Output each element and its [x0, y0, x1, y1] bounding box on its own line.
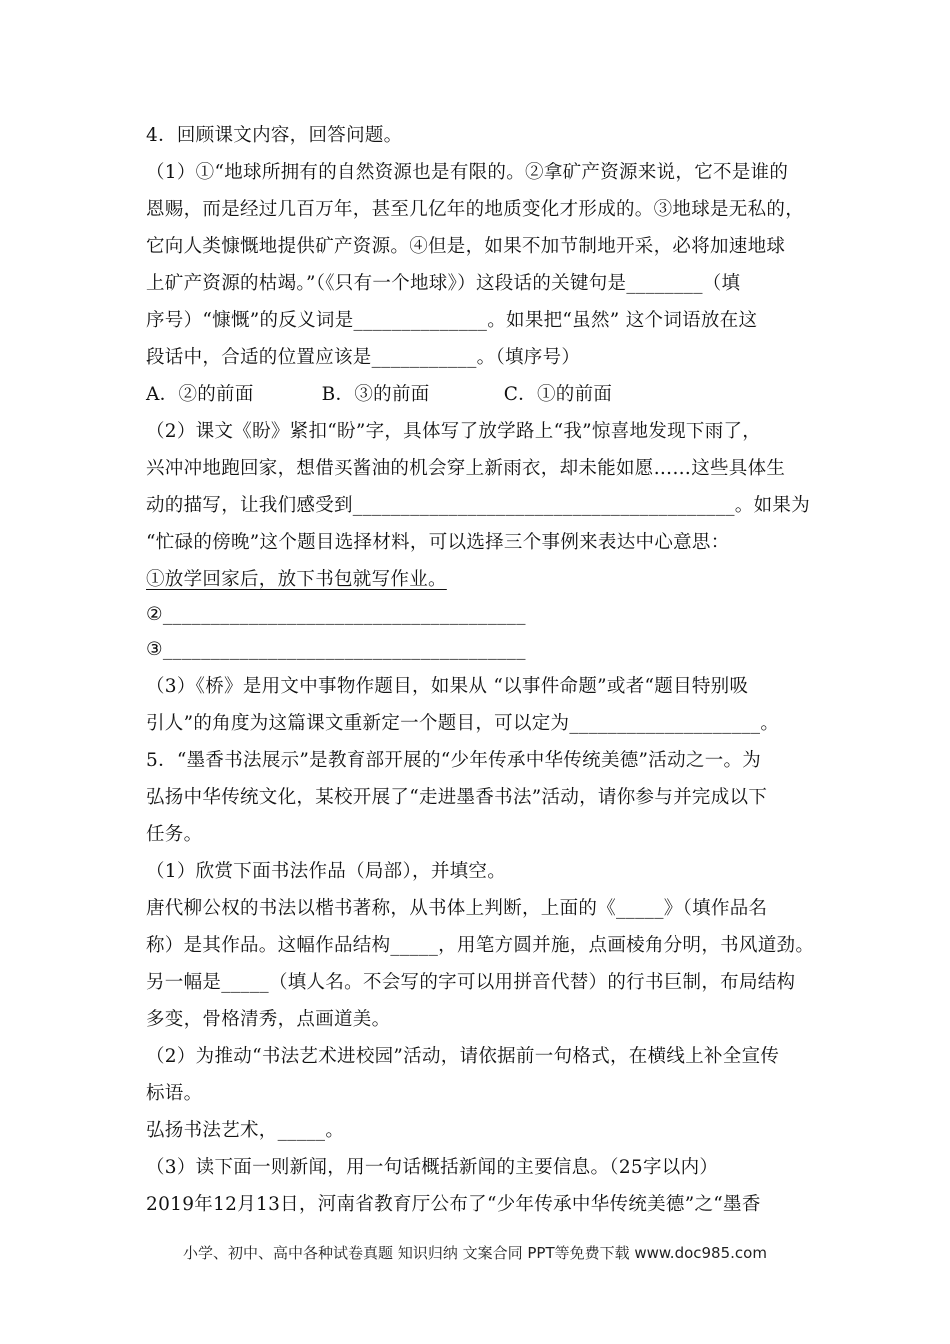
text-line: 弘扬中华传统文化，某校开展了“走进墨香书法”活动，请你参与并完成以下	[146, 787, 768, 808]
text-line: （2）课文《盼》紧扣“盼”字，具体写了放学路上“我”惊喜地发现下雨了，	[146, 421, 762, 442]
text-line: 2019年12月13日，河南省教育厅公布了“少年传承中华传统美德”之“墨香	[146, 1194, 761, 1215]
text-line: （1）欣赏下面书法作品（局部），并填空。	[146, 861, 507, 882]
text-line: 兴冲冲地跑回家，想借买酱油的机会穿上新雨衣，却未能如愿……这些具体生	[146, 458, 786, 479]
text-line: （1）①“地球所拥有的自然资源也是有限的。②拿矿产资源来说，它不是谁的	[146, 162, 789, 183]
text-line: （2）为推动“书法艺术进校园”活动，请依据前一句格式，在横线上补全宣传	[146, 1046, 780, 1067]
text-line: 引人”的角度为这篇课文重新定一个题目，可以定为____________________。	[146, 713, 780, 734]
text-line: 任务。	[146, 824, 203, 845]
text-line: 弘扬书法艺术，_____。	[146, 1120, 345, 1141]
text-line: 称）是其作品。这幅作品结构_____，用笔方圆并施，点画棱角分明，书风道劲。	[146, 935, 815, 956]
text-line: （3）读下面一则新闻，用一句话概括新闻的主要信息。（25字以内）	[146, 1157, 719, 1178]
text-line: 恩赐，而是经过几百万年，甚至几亿年的地质变化才形成的。③地球是无私的，	[146, 199, 805, 220]
text-line: 段话中，合适的位置应该是___________。（填序号）	[146, 347, 581, 368]
text-line: 上矿产资源的枯竭。”（《只有一个地球》）这段话的关键句是________（填	[146, 273, 741, 294]
text-line: 多变，骨格清秀，点画道美。	[146, 1009, 391, 1030]
example-answer: ①放学回家后，放下书包就写作业。	[146, 569, 447, 590]
text-line: （3）《桥》是用文中事物作题目，如果从 “以事件命题”或者“题目特别吸	[146, 676, 749, 697]
page-footer: 小学、初中、高中各种试卷真题 知识归纳 文案合同 PPT等免费下载 www.doc985.com	[183, 1244, 767, 1262]
answer-options: A．②的前面 B．③的前面 C．①的前面	[146, 384, 613, 405]
blank-line: ②______________________________________	[146, 604, 526, 625]
question-5-heading: 5．“墨香书法展示”是教育部开展的“少年传承中华传统美德”活动之一。为	[146, 750, 762, 771]
text-line: 唐代柳公权的书法以楷书著称，从书体上判断，上面的《_____》（填作品名	[146, 898, 768, 919]
text-line: 动的描写，让我们感受到________________________________________。如果为	[146, 495, 811, 516]
text-line: 另一幅是_____（填人名。不会写的字可以用拼音代替）的行书巨制，布局结构	[146, 972, 796, 993]
text-line: 4．回顾课文内容，回答问题。	[146, 125, 403, 146]
text-line: 它向人类慷慨地提供矿产资源。④但是，如果不加节制地开采，必将加速地球	[146, 236, 786, 257]
text-line: “忙碌的傍晚”这个题目选择材料，可以选择三个事例来表达中心意思：	[146, 532, 730, 553]
text-line: 序号）“慷慨”的反义词是______________。如果把“虽然” 这个词语放在这	[146, 310, 758, 331]
text-line: 标语。	[146, 1083, 203, 1104]
blank-line: ③______________________________________	[146, 639, 526, 660]
